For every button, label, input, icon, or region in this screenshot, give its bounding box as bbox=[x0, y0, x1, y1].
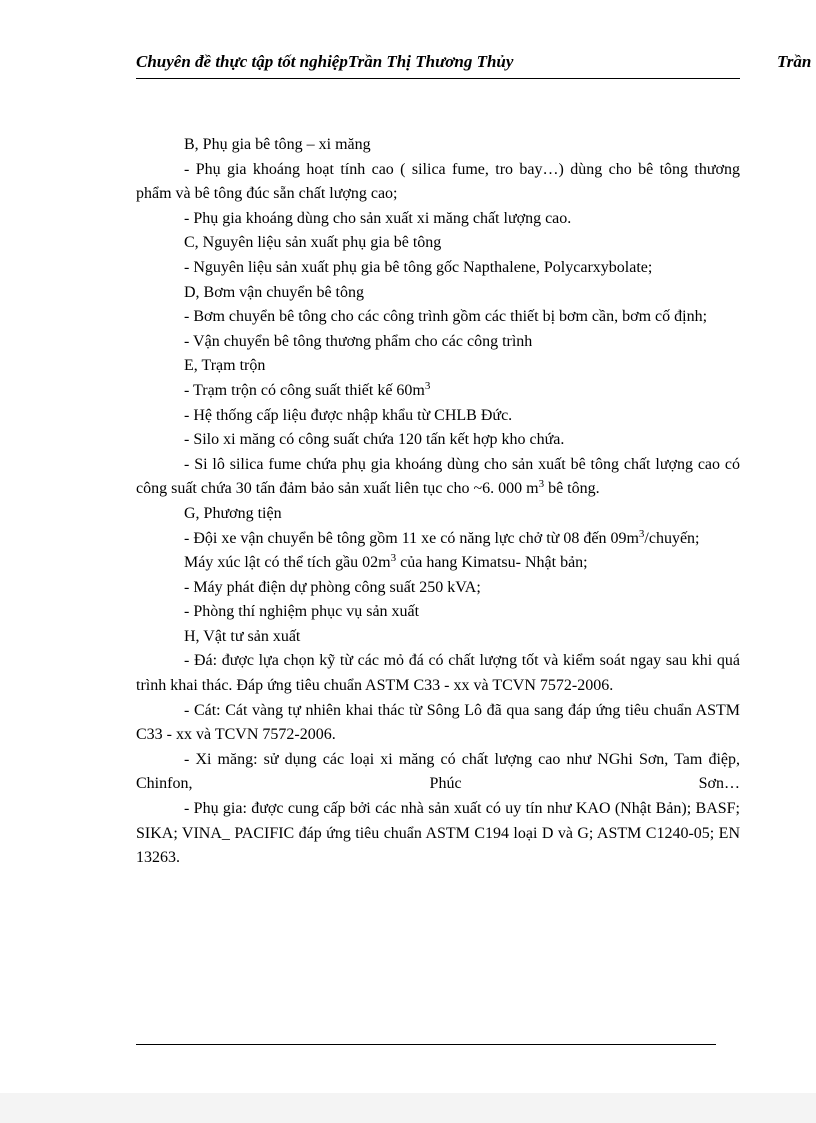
text-run: - Đội xe vận chuyển bê tông gồm 11 xe có năng lực chở từ 08 đến 09m bbox=[184, 529, 639, 547]
paragraph bbox=[136, 453, 740, 502]
paragraph bbox=[136, 527, 740, 552]
paragraph: - Bơm chuyển bê tông cho các công trình gồm các thiết bị bơm cần, bơm cố định; bbox=[184, 308, 708, 326]
document-body bbox=[136, 133, 740, 871]
paragraph: - Máy phát điện dự phòng công suất 250 kVA; bbox=[184, 578, 481, 596]
section-heading-g: G, Phương tiện bbox=[184, 504, 282, 522]
page-header bbox=[136, 52, 816, 76]
paragraph: - Silo xi măng có công suất chứa 120 tấn kết hợp kho chứa. bbox=[184, 431, 565, 449]
paragraph bbox=[136, 551, 740, 576]
text-run: - Si lô silica fume chứa phụ gia khoáng dùng cho sản xuất bê tông chất lượng cao có công suất chứa 30 tấn đảm bảo sản xuất liên tục cho ~6. 000 m bbox=[136, 455, 740, 498]
superscript: 3 bbox=[638, 527, 645, 540]
paragraph: - Xi măng: sử dụng các loại xi măng có chất lượng cao như NGhi Sơn, Tam điệp, Chinfon, Phúc Sơn… bbox=[136, 750, 740, 793]
section-heading-h: H, Vật tư sản xuất bbox=[184, 627, 301, 645]
paragraph: - Đá: được lựa chọn kỹ từ các mỏ đá có chất lượng tốt và kiểm soát ngay sau khi quá trình khai thác. Đáp ứng tiêu chuẩn ASTM C33 - xx và TCVN 7572-2006. bbox=[136, 652, 740, 695]
text-run: của hang Kimatsu- Nhật bản; bbox=[396, 554, 588, 572]
text-run: Máy xúc lật có thể tích gầu 02m bbox=[184, 554, 391, 572]
paragraph: - Phụ gia: được cung cấp bởi các nhà sản xuất có uy tín như KAO (Nhật Bản); BASF; SIKA; VINA_ PACIFIC đáp ứng tiêu chuẩn ASTM C194 loại D và G; ASTM C1240-05; EN 13263. bbox=[136, 800, 740, 867]
text-run: - Trạm trộn có công suất thiết kế 60m bbox=[184, 381, 425, 399]
paragraph: - Cát: Cát vàng tự nhiên khai thác từ Sông Lô đã qua sang đáp ứng tiêu chuẩn ASTM C33 - xx và TCVN 7572-2006. bbox=[136, 701, 740, 744]
text-run: bê tông. bbox=[548, 480, 600, 498]
paragraph: - Phụ gia khoáng hoạt tính cao ( silica fume, tro bay…) dùng cho bê tông thương phẩm và bê tông đúc sẵn chất lượng cao; bbox=[136, 160, 740, 203]
paragraph bbox=[136, 379, 740, 404]
page-gap bbox=[0, 1093, 816, 1123]
text-run: /chuyến; bbox=[644, 529, 700, 547]
header-rule bbox=[136, 78, 740, 79]
header-title: Chuyên đề thực tập tốt nghiệpTrần Thị Thương Thủy bbox=[136, 52, 514, 71]
section-heading-d: D, Bơm vận chuyển bê tông bbox=[184, 283, 364, 301]
paragraph: - Vận chuyển bê tông thương phẩm cho các công trình bbox=[184, 332, 533, 350]
section-heading-e: E, Trạm trộn bbox=[184, 357, 266, 375]
superscript: 3 bbox=[538, 478, 545, 491]
paragraph: - Phòng thí nghiệm phục vụ sản xuất bbox=[184, 603, 420, 621]
paragraph: - Phụ gia khoáng dùng cho sản xuất xi măng chất lượng cao. bbox=[184, 209, 572, 227]
superscript: 3 bbox=[390, 552, 397, 565]
section-heading-b: B, Phụ gia bê tông – xi măng bbox=[184, 136, 371, 153]
paragraph: - Hệ thống cấp liệu được nhập khẩu từ CHLB Đức. bbox=[184, 406, 513, 424]
section-heading-c: C, Nguyên liệu sản xuất phụ gia bê tông bbox=[184, 234, 442, 252]
superscript: 3 bbox=[424, 379, 431, 392]
footer-rule bbox=[136, 1044, 716, 1045]
paragraph: - Nguyên liệu sản xuất phụ gia bê tông gốc Napthalene, Polycarxybolate; bbox=[184, 258, 653, 276]
header-author: Trần bbox=[777, 52, 812, 71]
